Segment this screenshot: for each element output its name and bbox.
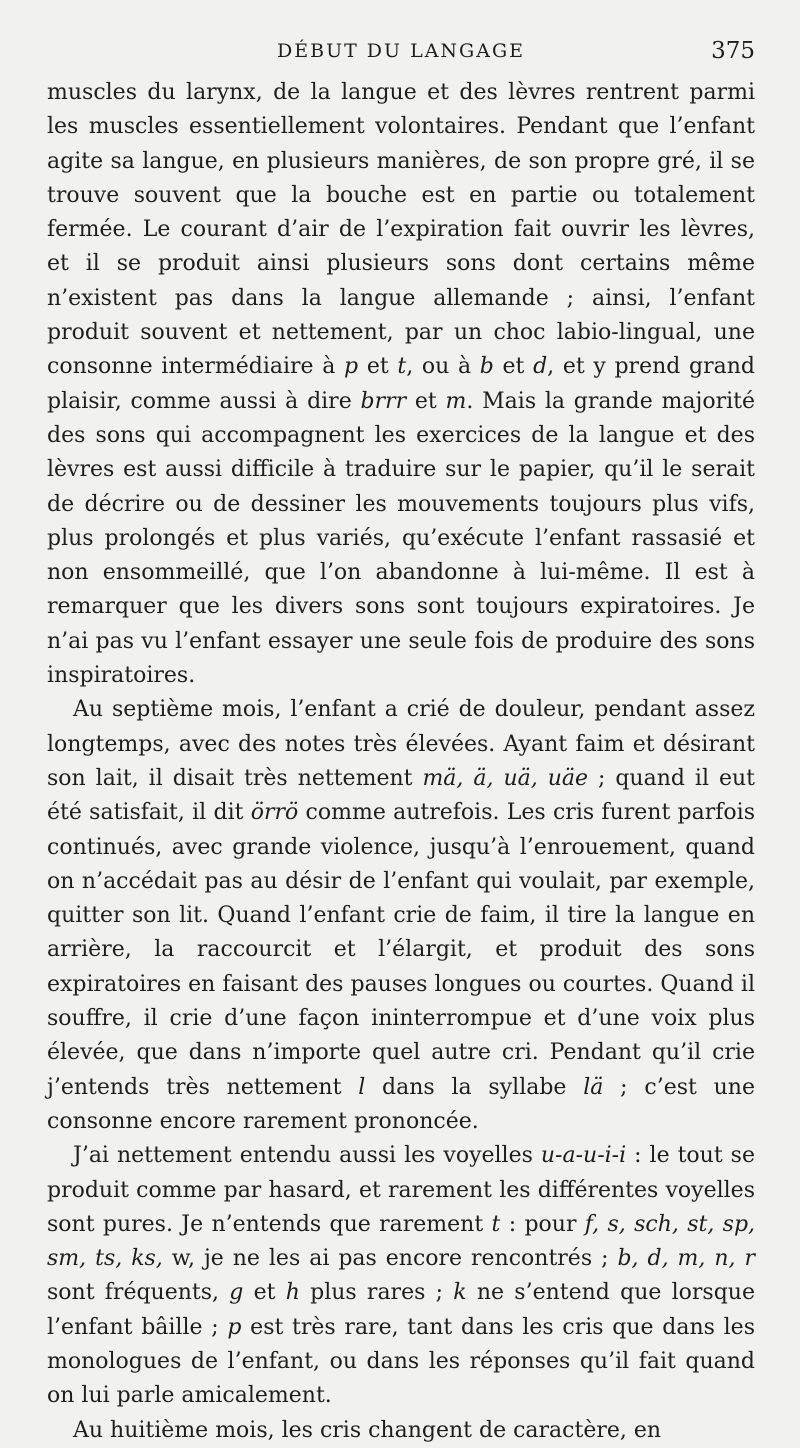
italic-text: h	[285, 1280, 300, 1306]
text-run: et	[243, 1280, 286, 1306]
text-run: ; quand il eut été satisfait, il dit	[47, 765, 755, 826]
text-run: ne s’entend que lorsque l’enfant bâille ;	[47, 1280, 755, 1340]
text-run: Au septième mois, l’enfant a crié de douleur, pendant assez longtemps, avec des notes très élevées. Ayant faim et désirant son lait, il disait très nettement	[47, 697, 755, 791]
text-run: : pour	[500, 1211, 585, 1237]
page-header	[47, 34, 755, 74]
italic-text: brrr	[360, 388, 407, 414]
text-run: sont fréquents,	[47, 1280, 230, 1306]
text-run: et	[358, 354, 398, 380]
text-run: Au huitième mois, les cris changent de caractère, en	[73, 1417, 662, 1443]
text-run: ; c’est une consonne encore rarement prononcée.	[47, 1074, 755, 1134]
italic-text: p	[227, 1314, 242, 1340]
italic-text: b	[479, 354, 494, 380]
text-run: . Mais la grande majorité des sons qui accompagnent les exercices de la langue et des lèvres est aussi difficile à traduire sur le papier, qu’il le serait de décrire ou de dessiner les mouvements toujours plus vifs, plus prolongés et plus variés, qu’exécute l’enfant rassasié et non ensommeillé, que l’on abandonne à lui-même. Il est à remarquer que les divers sons sont toujours expiratoires. Je n’ai pas vu l’enfant essayer une seule fois de produire des sons inspiratoires.	[47, 388, 755, 689]
text-run: , ou à	[406, 354, 480, 380]
italic-text: t	[397, 354, 407, 380]
running-title: DÉBUT DU LANGAGE	[277, 40, 525, 62]
italic-text: m	[445, 388, 467, 414]
italic-text: u-a-u-i-i	[540, 1143, 627, 1169]
text-run: et	[493, 354, 534, 380]
paragraph	[47, 1139, 755, 1413]
italic-text: b, d, m, n, r	[617, 1246, 755, 1272]
text-run: w, je ne les ai pas encore rencontrés ;	[162, 1246, 618, 1272]
italic-text: mä, ä, uä, uäe	[422, 765, 588, 791]
italic-text: l	[358, 1074, 366, 1100]
italic-text: f, s, sch, st, sp, sm, ts, ks,	[47, 1211, 756, 1272]
body-text	[47, 76, 755, 1448]
text-run: est très rare, tant dans les cris que dans les monologues de l’enfant, ou dans les réponses qu’il fait quand on lui parle amicalement.	[47, 1314, 755, 1409]
paragraph	[47, 1414, 755, 1448]
italic-text: t	[491, 1211, 501, 1237]
text-run: plus rares ;	[299, 1280, 454, 1306]
text-run: muscles du larynx, de la langue et des lèvres rentrent parmi les muscles essentiellement volontaires. Pendant que l’enfant agite sa langue, en plusieurs manières, de son propre gré, il se trouve souvent que la bouche est en partie ou totalement fermée. Le courant d’air de l’expiration fait ouvrir les lèvres, et il se produit ainsi plusieurs sons dont certains même n’existent pas dans la langue allemande ; ainsi, l’enfant produit souvent et nettement, par un choc labio-lingual, une consonne intermédiaire à	[47, 80, 755, 380]
italic-text: p	[344, 354, 359, 380]
text-run: J’ai nettement entendu aussi les voyelles	[73, 1143, 541, 1169]
text-run: : le tout se produit comme par hasard, et rarement les différentes voyelles sont pures. Je n’entends que rarement	[47, 1143, 755, 1237]
text-run: , et y prend grand plaisir, comme aussi à dire	[47, 354, 755, 414]
text-run: dans la syllabe	[365, 1074, 584, 1100]
italic-text: d	[533, 354, 548, 380]
text-run: comme autrefois. Les cris furent parfois continués, avec grande violence, jusqu’à l’enrouement, quand on n’accédait pas au désir de l’enfant qui voulait, par exemple, quitter son lit. Quand l’enfant crie de faim, il tire la langue en arrière, la raccourcit et l’élargit, et produit des sons expiratoires en faisant des pauses longues ou courtes. Quand il souffre, il crie d’une façon ininterrompue et d’une voix plus élevée, que dans n’importe quel autre cri. Pendant qu’il crie j’entends très nettement	[47, 800, 755, 1100]
italic-text: k	[453, 1280, 467, 1306]
page-number: 375	[711, 38, 755, 64]
italic-text: g	[229, 1280, 244, 1306]
paragraph	[47, 693, 755, 1139]
text-run: et	[406, 388, 446, 414]
italic-text: lä	[583, 1074, 604, 1100]
paragraph	[47, 76, 755, 693]
italic-text: örrö	[250, 800, 299, 826]
